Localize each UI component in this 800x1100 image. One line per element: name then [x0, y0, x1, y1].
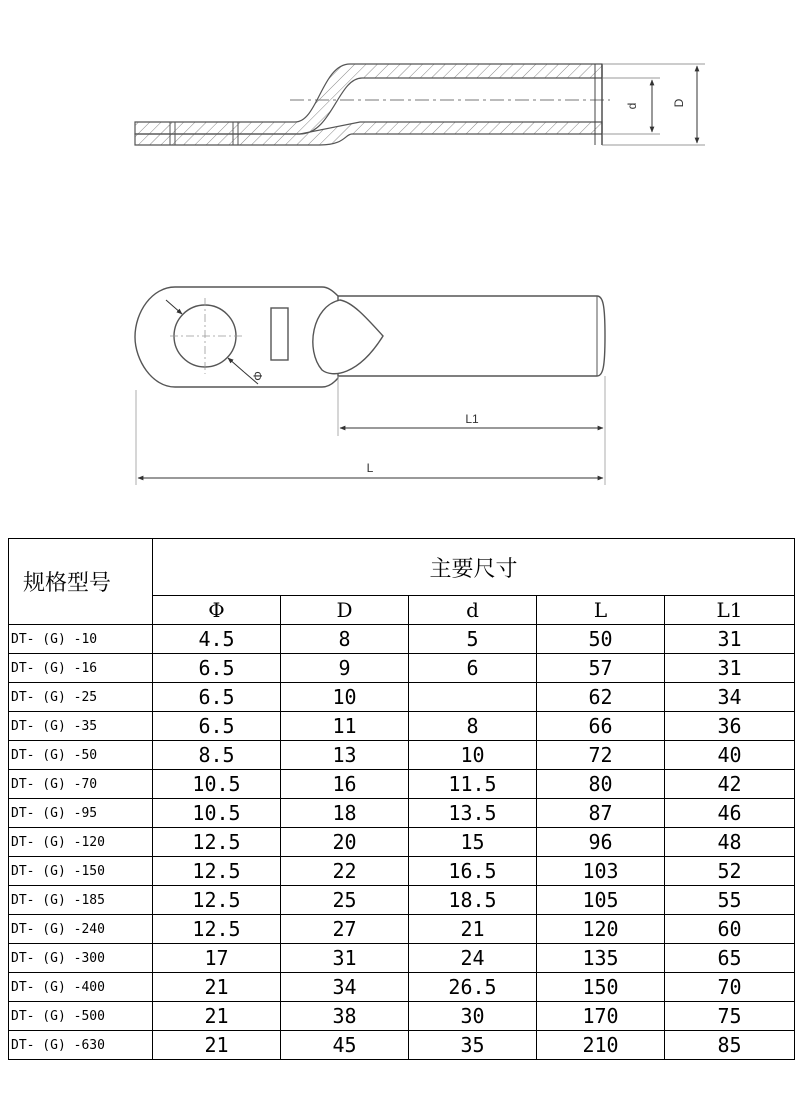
model-header: 规格型号 [9, 539, 153, 625]
table-row [9, 1031, 795, 1060]
value-cell-D: 31 [281, 944, 409, 973]
value-cell-L: 80 [537, 770, 665, 799]
value-cell-D: 13 [281, 741, 409, 770]
value-cell-L1: 85 [665, 1031, 795, 1060]
value-cell-L1: 55 [665, 886, 795, 915]
value-cell-D: 8 [281, 625, 409, 654]
value-cell-d: 15 [409, 828, 537, 857]
value-cell-L: 120 [537, 915, 665, 944]
col-header-D: D [281, 596, 409, 625]
value-cell-D: 22 [281, 857, 409, 886]
value-cell-D: 25 [281, 886, 409, 915]
value-cell-D: 16 [281, 770, 409, 799]
model-cell: DT- (G) -300 [9, 944, 153, 973]
col-header-L1: L1 [665, 596, 795, 625]
model-cell: DT- (G) -95 [9, 799, 153, 828]
value-cell-phi: 10.5 [153, 799, 281, 828]
value-cell-d [409, 683, 537, 712]
value-cell-d: 24 [409, 944, 537, 973]
table-row [9, 712, 795, 741]
value-cell-d: 11.5 [409, 770, 537, 799]
value-cell-L: 210 [537, 1031, 665, 1060]
table-row [9, 973, 795, 1002]
col-header-phi: Φ [153, 596, 281, 625]
side-view [135, 64, 705, 145]
value-cell-L: 50 [537, 625, 665, 654]
spec-table [8, 538, 795, 1060]
plan-slot [271, 308, 288, 360]
model-cell: DT- (G) -25 [9, 683, 153, 712]
value-cell-L: 57 [537, 654, 665, 683]
value-cell-L: 66 [537, 712, 665, 741]
value-cell-phi: 21 [153, 1031, 281, 1060]
value-cell-phi: 4.5 [153, 625, 281, 654]
value-cell-L: 96 [537, 828, 665, 857]
value-cell-d: 26.5 [409, 973, 537, 1002]
value-cell-d: 30 [409, 1002, 537, 1031]
value-cell-phi: 12.5 [153, 886, 281, 915]
value-cell-phi: 12.5 [153, 828, 281, 857]
table-row [9, 683, 795, 712]
value-cell-L: 105 [537, 886, 665, 915]
value-cell-D: 45 [281, 1031, 409, 1060]
value-cell-phi: 21 [153, 973, 281, 1002]
table-row [9, 741, 795, 770]
table-row [9, 799, 795, 828]
value-cell-d: 35 [409, 1031, 537, 1060]
header-row [9, 539, 795, 596]
value-cell-phi: 12.5 [153, 857, 281, 886]
value-cell-L1: 42 [665, 770, 795, 799]
terminal-lug-drawing [0, 0, 800, 520]
value-cell-L1: 70 [665, 973, 795, 1002]
table-row [9, 857, 795, 886]
value-cell-L: 72 [537, 741, 665, 770]
value-cell-L: 62 [537, 683, 665, 712]
table-row [9, 770, 795, 799]
value-cell-L1: 36 [665, 712, 795, 741]
value-cell-L: 150 [537, 973, 665, 1002]
model-cell: DT- (G) -500 [9, 1002, 153, 1031]
value-cell-L1: 65 [665, 944, 795, 973]
value-cell-L1: 31 [665, 625, 795, 654]
value-cell-d: 18.5 [409, 886, 537, 915]
value-cell-L: 170 [537, 1002, 665, 1031]
value-cell-L1: 46 [665, 799, 795, 828]
model-cell: DT- (G) -150 [9, 857, 153, 886]
table-row [9, 915, 795, 944]
model-cell: DT- (G) -185 [9, 886, 153, 915]
value-cell-D: 9 [281, 654, 409, 683]
model-cell: DT- (G) -400 [9, 973, 153, 1002]
model-cell: DT- (G) -70 [9, 770, 153, 799]
table-row [9, 828, 795, 857]
value-cell-d: 8 [409, 712, 537, 741]
col-header-L: L [537, 596, 665, 625]
dim-d-label: d [625, 102, 639, 110]
value-cell-phi: 6.5 [153, 712, 281, 741]
value-cell-D: 18 [281, 799, 409, 828]
value-cell-L1: 52 [665, 857, 795, 886]
model-cell: DT- (G) -35 [9, 712, 153, 741]
dim-D-label: D [672, 98, 686, 108]
model-cell: DT- (G) -120 [9, 828, 153, 857]
plan-crimp-transition [313, 300, 383, 374]
value-cell-L: 87 [537, 799, 665, 828]
value-cell-d: 6 [409, 654, 537, 683]
value-cell-D: 10 [281, 683, 409, 712]
value-cell-L1: 60 [665, 915, 795, 944]
model-cell: DT- (G) -50 [9, 741, 153, 770]
model-cell: DT- (G) -16 [9, 654, 153, 683]
table-row [9, 944, 795, 973]
value-cell-D: 27 [281, 915, 409, 944]
value-cell-L1: 40 [665, 741, 795, 770]
dim-L-label: L [366, 461, 374, 475]
value-cell-phi: 8.5 [153, 741, 281, 770]
value-cell-D: 11 [281, 712, 409, 741]
value-cell-D: 38 [281, 1002, 409, 1031]
main-dimensions-header: 主要尺寸 [153, 539, 795, 596]
value-cell-d: 13.5 [409, 799, 537, 828]
dim-phi-label: Φ [251, 371, 265, 381]
value-cell-d: 21 [409, 915, 537, 944]
value-cell-d: 5 [409, 625, 537, 654]
value-cell-L1: 75 [665, 1002, 795, 1031]
value-cell-L1: 31 [665, 654, 795, 683]
model-cell: DT- (G) -240 [9, 915, 153, 944]
value-cell-L: 103 [537, 857, 665, 886]
value-cell-phi: 12.5 [153, 915, 281, 944]
value-cell-phi: 6.5 [153, 654, 281, 683]
value-cell-d: 16.5 [409, 857, 537, 886]
value-cell-phi: 6.5 [153, 683, 281, 712]
value-cell-phi: 17 [153, 944, 281, 973]
plan-view [135, 287, 605, 485]
table-row [9, 625, 795, 654]
table-row [9, 886, 795, 915]
value-cell-D: 34 [281, 973, 409, 1002]
dim-L1-label: L1 [465, 412, 479, 426]
value-cell-phi: 10.5 [153, 770, 281, 799]
model-cell: DT- (G) -630 [9, 1031, 153, 1060]
value-cell-D: 20 [281, 828, 409, 857]
value-cell-L1: 34 [665, 683, 795, 712]
value-cell-phi: 21 [153, 1002, 281, 1031]
model-cell: DT- (G) -10 [9, 625, 153, 654]
table-row [9, 654, 795, 683]
value-cell-L: 135 [537, 944, 665, 973]
table-row [9, 1002, 795, 1031]
col-header-d: d [409, 596, 537, 625]
value-cell-d: 10 [409, 741, 537, 770]
value-cell-L1: 48 [665, 828, 795, 857]
